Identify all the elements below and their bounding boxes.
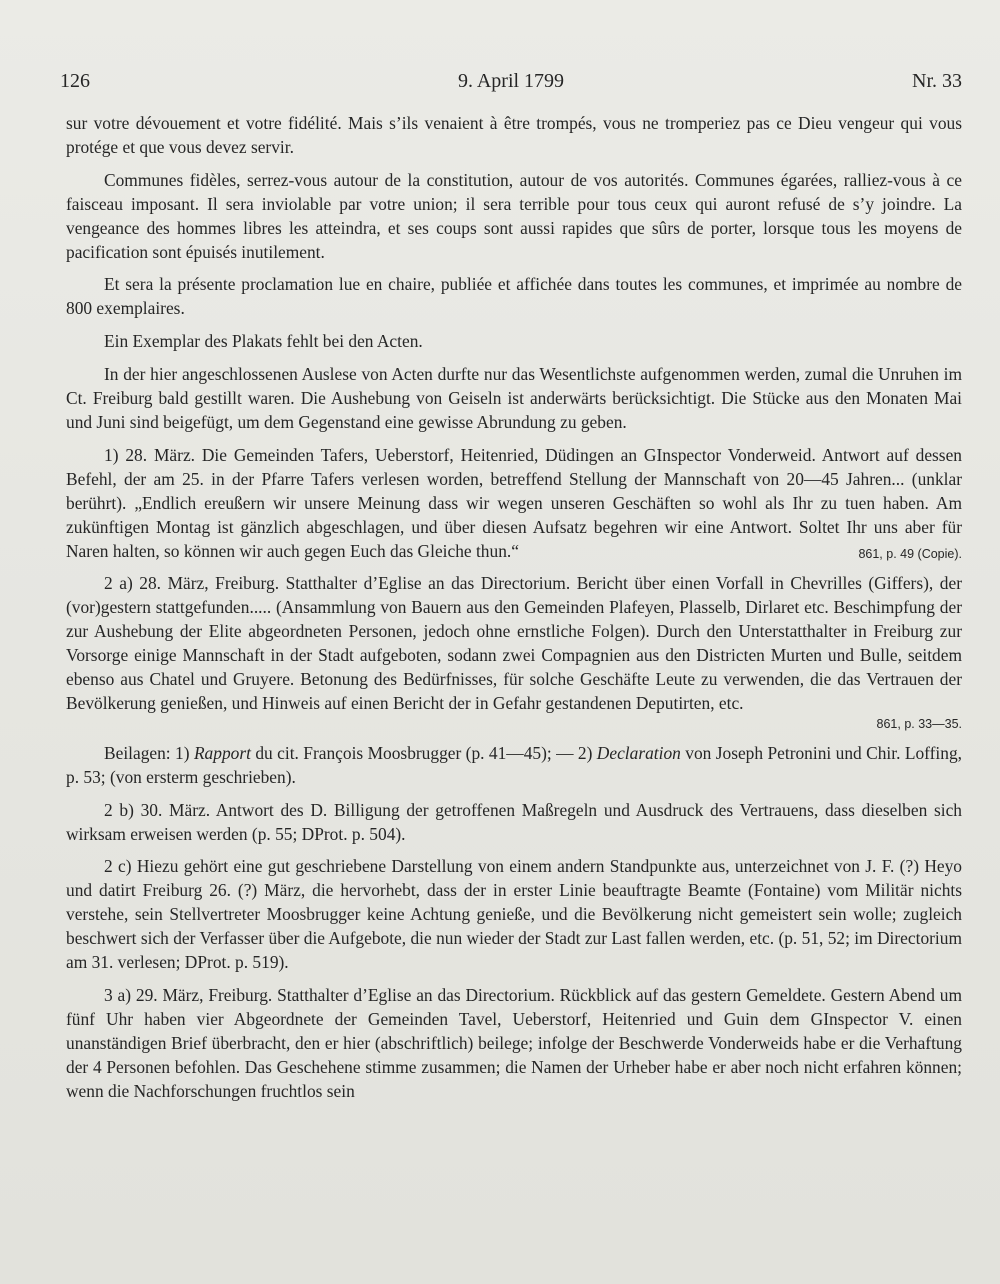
paragraph: Ein Exemplar des Plakats fehlt bei den Acten. (104, 331, 423, 352)
attachments-text-pre: Beilagen: 1) (104, 742, 194, 763)
entry-paragraph: 2 b) 30. März. Antwort des D. Billigung der getroffenen Maßregeln und Ausdruck des Vertrauens, dass dieselben sich wirksam erweisen werden (p. 55; DProt. p. 504). (66, 799, 962, 844)
document-number: Nr. 33 (912, 70, 962, 92)
paragraph: Communes fidèles, serrez-vous autour de la constitution, autour de vos autorités. Communes égarées, ralliez-vous à ce faisceau imposant. Il sera inviolable par votre union; il sera terrible pour tous ceux qui auront refusé de s’y joindre. La vengeance des hommes libres les atteindra, et ses coups sont aussi rapides que sûrs de porter, lorsque tous les moyens de pacification sont épuisés inutilement. (66, 169, 962, 262)
paragraph: sur votre dévouement et votre fidélité. Mais s’ils venaient à être trompés, vous ne tromperiez pas ce Dieu vengeur qui vous protége et que vous devez servir. (66, 113, 962, 157)
entry-paragraph (66, 572, 962, 715)
attachments-text-post: von Joseph Petronini und Chir. Loffing, p. 53; (von ersterm geschrieben). (66, 742, 962, 787)
header-date: 9. April 1799 (457, 70, 565, 92)
attachments-text-mid: du cit. François Moosbrugger (p. 41—45); — 2) (250, 742, 597, 763)
entry-text: 1) 28. März. Die Gemeinden Tafers, Ueberstorf, Heitenried, Düdingen an GInspector Vonderweid. Antwort auf dessen Befehl, der am 25. in der Pfarre Tafers verlesen worden, betreffend Stellung der Mannschaft von 20—45 Jahren... (unklar berührt). „Endlich ereußern wir unsere Meinung dass wir wegen unseren Geschäften so wohl als Ihr zu tuen haben. Am zukünftigen Montag ist gänzlich abgeschlagen, und über diesen Aufsatz begehren wir eine Antwort. Soltet Ihr uns aber für Naren halten, so können wir auch gegen Euch das Gleiche thun.“ (66, 444, 962, 561)
entry-paragraph (66, 444, 962, 564)
entry-paragraph: 2 c) Hiezu gehört eine gut geschriebene Darstellung von einem andern Standpunkte aus, unterzeichnet von J. F. (?) Heyo und datirt Freiburg 26. (?) März, die hervorhebt, dass der in erster Linie beauftragte Beamte (Fontaine) vom Militär nichts verstehe, sein Stellvertreter Moosbrugger keine Achtung genieße, und die Bevölkerung nicht gemeistert sein wolle; zugleich beschwert sich der Verfasser über die Aufgebote, die nun wieder der Stadt zur Last fallen werden, etc. (p. 51, 52; im Directorium am 31. verlesen; DProt. p. 519). (66, 856, 962, 973)
archive-citation: 861, p. 33—35. (876, 716, 962, 731)
body-text (66, 112, 962, 1113)
page-number: 126 (60, 70, 90, 92)
paragraph: In der hier angeschlossenen Auslese von Acten durfte nur das Wesentlichste aufgenommen werden, zumal die Unruhen im Ct. Freiburg bald gestillt waren. Die Aushebung von Geiseln ist anderwärts berücksichtigt. Die Stücke aus den Monaten Mai und Juni sind beigefügt, um dem Gegenstand eine gewisse Abrundung zu geben. (66, 364, 962, 432)
entry-text: 2 a) 28. März, Freiburg. Statthalter d’Eglise an das Directorium. Bericht über einen Vorfall in Chevrilles (Giffers), der (vor)gestern stattgefunden..... (Ansammlung von Bauern aus den Gemeinden Plafeyen, Plasselb, Dirlaret etc. Beschimpfung der zur Aushebung der Elite abgeordneten Personen, jedoch ohne ernstliche Folgen). Durch den Unterstatthalter in Freiburg zur Vorsorge einige Mannschaft in der Stadt aufgeboten, sodann zwei Compagnien aus den Districten Murten und Bulle, seitdem ebenso aus Chatel und Gruyere. Betonung des Bedürfnisses, für solche Geschäfte Leute zu verwenden, die das Vertrauen der Bevölkerung genießen, und Hinweis auf einen Bericht der in Gefahr gestandenen Deputirten, etc. (66, 573, 962, 713)
entry-paragraph: 3 a) 29. März, Freiburg. Statthalter d’Eglise an das Directorium. Rückblick auf das gestern Gemeldete. Gestern Abend um fünf Uhr haben vier Abgeordnete der Gemeinden Tavel, Ueberstorf, Heitenried und Guin dem GInspector V. einen unanständigen Brief überbracht, den er hier (abschriftlich) beilege; infolge der Beschwerde Vonderweids habe er die Verhaftung der 4 Personen befohlen. Das Geschehene stimme zusammen; die Namen der Urheber habe er aber noch nicht erfahren können; wenn die Nachforschungen fruchtlos sein (66, 985, 962, 1101)
archive-citation: 861, p. 49 (Copie). (858, 546, 962, 561)
attachments-paragraph (66, 742, 962, 790)
running-header (60, 70, 962, 100)
attachment-title: Declaration (596, 742, 681, 763)
paragraph: Et sera la présente proclamation lue en chaire, publiée et affichée dans toutes les communes, et imprimée au nombre de 800 exemplaires. (66, 274, 962, 319)
attachment-title: Rapport (193, 742, 251, 763)
